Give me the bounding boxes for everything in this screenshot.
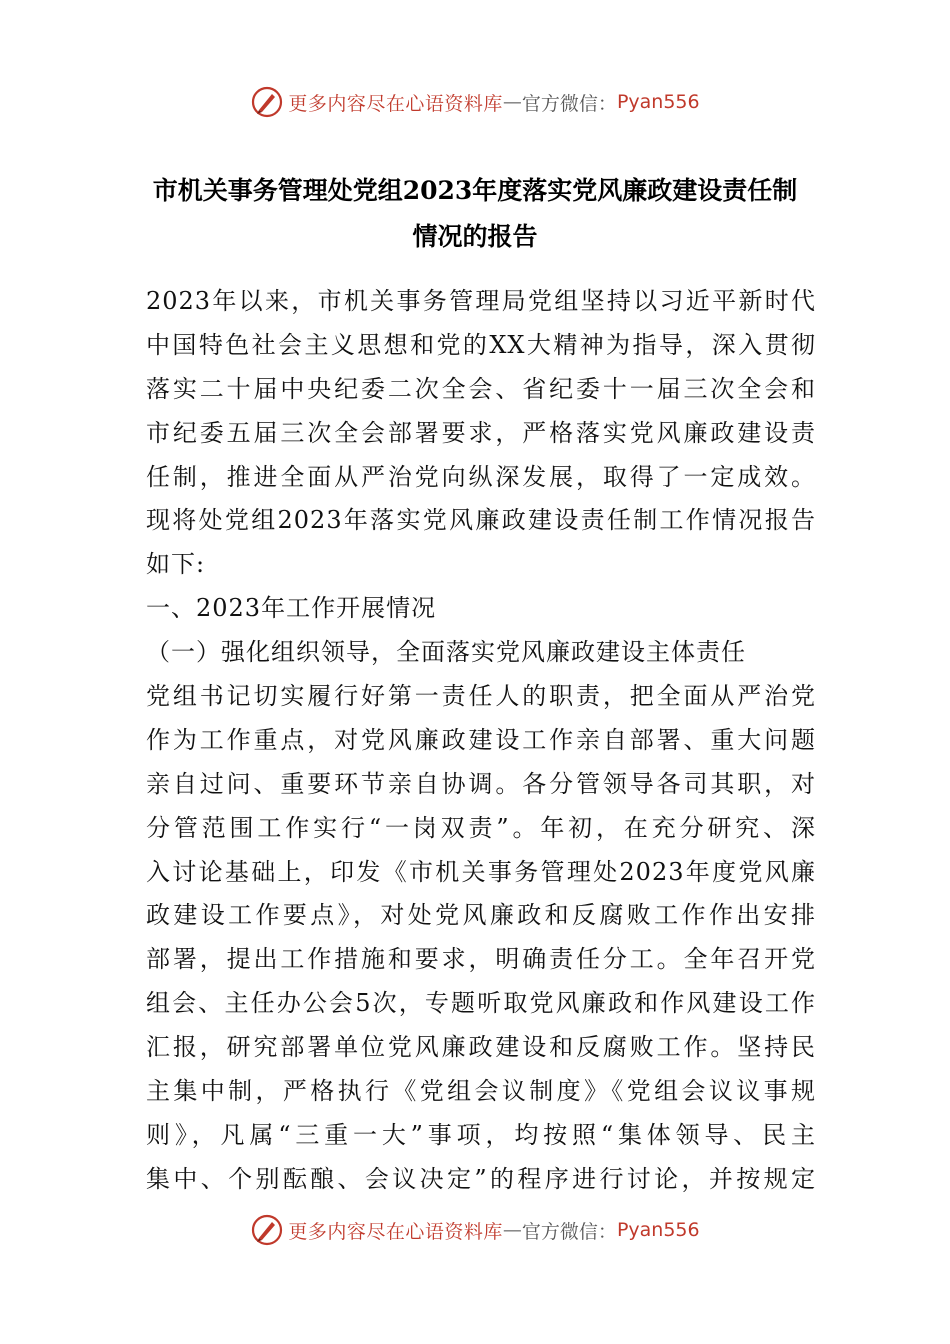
body-line: 部署，提出工作措施和要求，明确责任分工。全年召开党 [146,945,816,974]
body-line: 落实二十届中央纪委二次全会、省纪委十一届三次全会和 [146,374,816,403]
document-title [120,168,830,260]
body-line: 汇报，研究部署单位党风廉政建设和反腐败工作。坚持民 [146,1033,816,1062]
body-line: 2023年以来，市机关事务管理局党组坚持以习近平新时代 [146,287,816,315]
body-line: 组会、主任办公会5次，专题听取党风廉政和作风建设工作 [146,989,816,1018]
body-line: 亲自过问、重要环节亲自协调。各分管领导各司其职，对 [146,769,816,798]
body-line: 如下: [146,550,206,579]
section-heading: 一、2023年工作开展情况 [146,594,437,623]
body-line: 分管范围工作实行“一岗双责”。年初，在充分研究、深 [146,813,816,842]
pen-logo-icon [250,1213,284,1247]
body-line: 市纪委五届三次全会部署要求，严格落实党风廉政建设责 [146,418,816,447]
banner-wechat-id: Pyan556 [616,91,700,113]
body-line: 集中、个别酝酿、会议决定”的程序进行讨论，并按规定 [146,1164,816,1193]
document-body [146,280,816,1202]
body-line: 中国特色社会主义思想和党的XX大精神为指导，深入贯彻 [146,330,816,359]
title-line-2: 情况的报告 [412,222,538,251]
body-line: 主集中制，严格执行《党组会议制度》《党组会议议事规 [146,1077,816,1106]
body-line: 作为工作重点，对党风廉政建设工作亲自部署、重大问题 [146,725,816,754]
body-line: 任制，推进全面从严治党向纵深发展，取得了一定成效。 [146,462,816,491]
banner-promo-text: 更多内容尽在心语资料库 [288,92,503,115]
banner-dash: — [502,1219,522,1241]
title-line-1: 市机关事务管理处党组2023年度落实党风廉政建设责任制 [152,176,798,205]
body-line: 入讨论基础上，印发《市机关事务管理处2023年度党风廉 [146,857,816,886]
footer-banner [0,1210,950,1250]
body-line: 则》，凡属“三重一大”事项，均按照“集体领导、民主 [146,1120,816,1149]
banner-dash: — [502,91,522,113]
pen-logo-icon [250,85,284,119]
body-line: 政建设工作要点》，对处党风廉政和反腐败工作作出安排 [146,901,816,930]
banner-wechat-label: 官方微信： [521,1220,617,1243]
header-banner [0,82,950,122]
banner-wechat-id: Pyan556 [616,1219,700,1241]
subsection-heading: （一）强化组织领导，全面落实党风廉政建设主体责任 [146,638,746,667]
body-line: 现将处党组2023年落实党风廉政建设责任制工作情况报告 [146,506,816,535]
banner-promo-text: 更多内容尽在心语资料库 [288,1220,503,1243]
banner-wechat-label: 官方微信： [521,92,617,115]
body-line: 党组书记切实履行好第一责任人的职责，把全面从严治党 [146,682,816,711]
